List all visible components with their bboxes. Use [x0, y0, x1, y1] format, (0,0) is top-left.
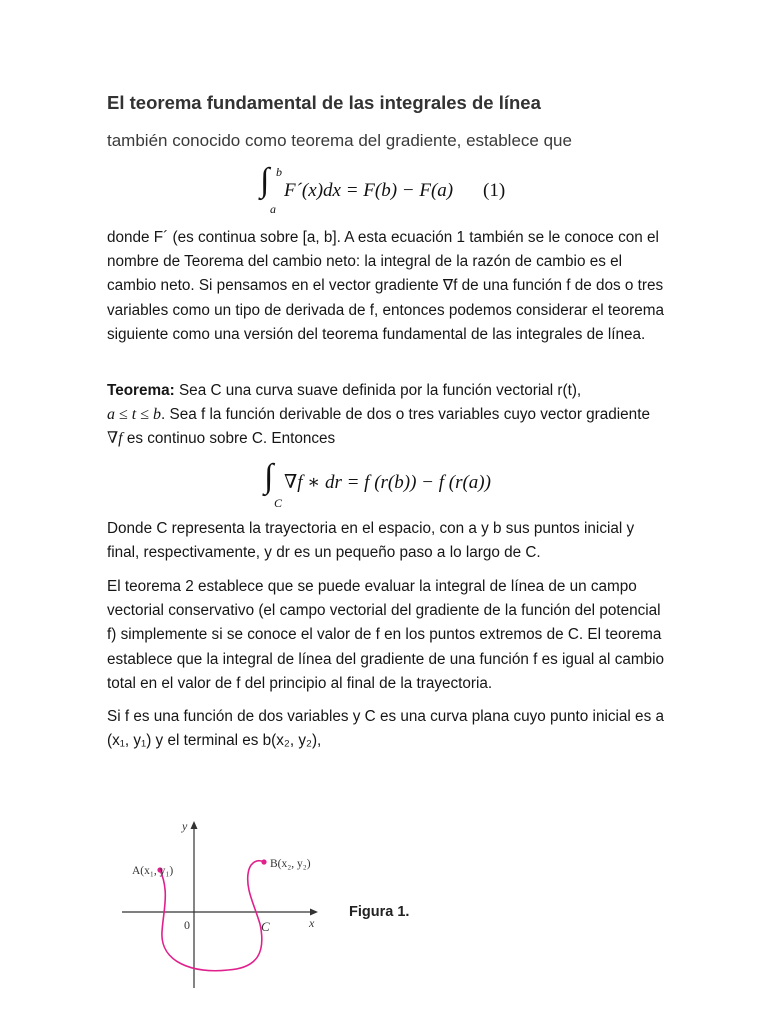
- equation-1: [258, 162, 518, 216]
- paragraph-4: Si f es una función de dos variables y C es una curva plana cuyo punto inicial es a (x₁, y₁) y el terminal es b(x₂, y₂),: [107, 708, 664, 750]
- theorem-label: Teorema:: [107, 382, 175, 399]
- point-b-label: B(x₂, y₂): [270, 858, 311, 870]
- integral-sign: ∫: [264, 458, 274, 495]
- y-axis-label: y: [182, 819, 188, 833]
- theorem-condition: a ≤ t ≤ b: [107, 406, 162, 424]
- point-a-label: A(x₁, y₁): [132, 865, 174, 877]
- point-b-dot: [261, 859, 266, 864]
- theorem-text-1: Sea C una curva suave definida por la función vectorial r(t),: [174, 382, 582, 399]
- figure-caption: Figura 1.: [349, 904, 410, 920]
- theorem-paragraph: [107, 379, 667, 452]
- equation-2: [264, 458, 524, 512]
- paragraph-1: donde F´ (es continua sobre [a, b]. A esta ecuación 1 también se le conoce con el nombre de Teorema del cambio neto: la integral de la razón de cambio es el cambio neto. Si pensamos en el vector gradiente ∇f de una función f de dos o tres variables como un tipo de derivada de f, entonces podemos considerar el teorema siguiente como una versión del teorema fundamental de las integrales de línea.: [107, 229, 664, 343]
- x-axis-arrow: [310, 909, 318, 916]
- gradient-symbol: ∇f: [107, 430, 123, 448]
- equation-2-body: ∇f ∗ dr = f (r(b)) − f (r(a)): [284, 472, 491, 493]
- theorem-text-3: es continuo sobre C. Entonces: [122, 430, 336, 448]
- theorem-text-2: . Sea f la función derivable de dos o tres variables cuyo vector gradiente: [161, 406, 650, 424]
- equation-1-number: (1): [483, 180, 506, 201]
- paragraph-2: Donde C representa la trayectoria en el espacio, con a y b sus puntos inicial y final, respectivamente, y dr es un pequeño paso a lo largo de C.: [107, 520, 635, 562]
- equation-1-upper-limit: b: [276, 165, 282, 179]
- y-axis-arrow: [191, 821, 198, 829]
- document-title: El teorema fundamental de las integrales de línea: [107, 92, 541, 113]
- integral-sign: ∫: [260, 162, 270, 199]
- equation-2-lower-limit: C: [274, 496, 283, 510]
- equation-1-lower-limit: a: [270, 202, 276, 216]
- curve-c-label: C: [261, 919, 270, 934]
- curve-c: [160, 861, 264, 971]
- x-axis-label: x: [309, 916, 315, 930]
- origin-label: 0: [184, 918, 190, 932]
- paragraph-3: El teorema 2 establece que se puede evaluar la integral de línea de un campo vectorial conservativo (el campo vectorial del gradiente de la función del potencial f) simplemente si se conoce el valor de f en los puntos extremos de C. El teorema establece que la integral de línea del gradiente de una función f es igual al cambio total en el valor de f del principio al final de la trayectoria.: [107, 578, 665, 692]
- figure-1-diagram: [118, 812, 328, 992]
- equation-1-body: F´(x)dx = F(b) − F(a): [284, 180, 454, 201]
- document-subtitle: también conocido como teorema del gradiente, establece que: [107, 131, 572, 150]
